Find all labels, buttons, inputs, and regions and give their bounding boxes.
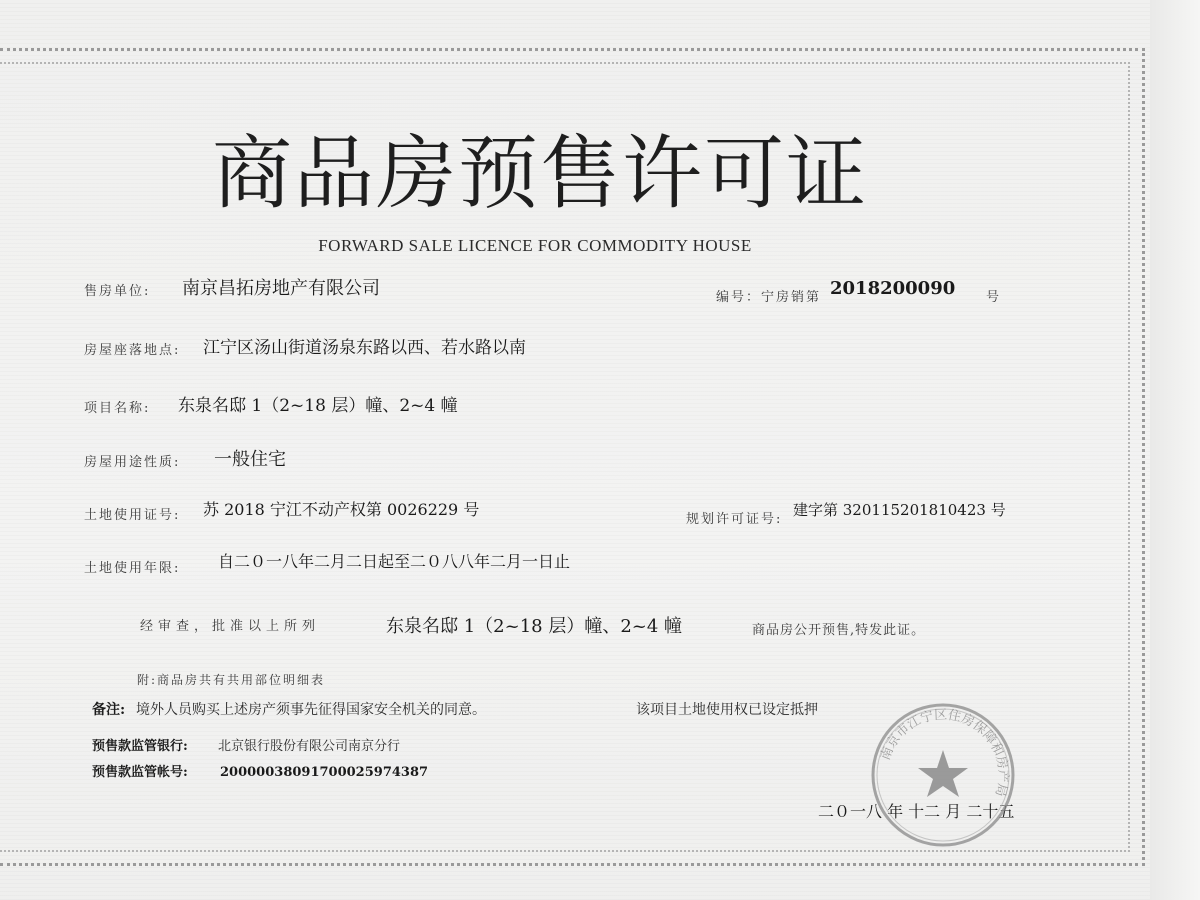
bank-label: 预售款监管银行: bbox=[92, 739, 188, 754]
approval-project: 东泉名邸 1（2~18 层）幢、2~4 幢 bbox=[386, 616, 683, 637]
project-label: 项目名称: bbox=[84, 401, 151, 416]
official-seal-stamp bbox=[868, 700, 1018, 850]
number-value: 2018200090 bbox=[830, 278, 956, 299]
number-label: 编号：宁房销第 bbox=[716, 290, 822, 305]
planning-permit-value: 建字第 320115201810423 号 bbox=[793, 501, 1006, 519]
bank-value: 北京银行股份有限公司南京分行 bbox=[218, 739, 401, 754]
remark-text2: 该项目土地使用权已设定抵押 bbox=[636, 702, 818, 718]
land-cert-label: 土地使用证号: bbox=[84, 508, 181, 523]
attachment-note: 附:商品房共有共用部位明细表 bbox=[137, 673, 326, 687]
planning-permit-label: 规划许可证号: bbox=[686, 512, 783, 527]
land-cert-value: 苏 2018 宁江不动产权第 0026229 号 bbox=[203, 500, 480, 519]
project-value: 东泉名邸 1（2~18 层）幢、2~4 幢 bbox=[178, 396, 458, 416]
approval-suffix: 商品房公开预售,特发此证。 bbox=[752, 623, 926, 638]
seller-label: 售房单位: bbox=[84, 284, 151, 299]
remark-label: 备注: bbox=[92, 702, 126, 718]
issue-date: 二０一八 年 十二 月 二十五 bbox=[818, 802, 1015, 821]
seal-text: 南京市江宁区住房保障和房产局 bbox=[878, 707, 1011, 798]
usage-value: 一般住宅 bbox=[214, 449, 286, 470]
land-term-label: 土地使用年限: bbox=[84, 561, 181, 576]
approval-prefix: 经审查，批准以上所列 bbox=[140, 619, 321, 634]
remark-text: 境外人员购买上述房产须事先征得国家安全机关的同意。 bbox=[136, 702, 486, 718]
account-label: 预售款监管帐号: bbox=[92, 765, 188, 780]
certificate-title: 商品房预售许可证 bbox=[212, 127, 868, 220]
page-edge-shade bbox=[1150, 0, 1200, 900]
number-suffix: 号 bbox=[986, 290, 1002, 305]
location-value: 江宁区汤山街道汤泉东路以西、若水路以南 bbox=[203, 338, 526, 358]
seller-value: 南京昌拓房地产有限公司 bbox=[182, 278, 380, 299]
land-term-value: 自二０一八年二月二日起至二０八八年二月一日止 bbox=[218, 552, 571, 571]
location-label: 房屋座落地点: bbox=[84, 343, 181, 358]
usage-label: 房屋用途性质: bbox=[84, 455, 181, 470]
account-value: 20000038091700025974387 bbox=[220, 765, 429, 780]
certificate-subtitle: FORWARD SALE LICENCE FOR COMMODITY HOUSE bbox=[318, 236, 752, 255]
